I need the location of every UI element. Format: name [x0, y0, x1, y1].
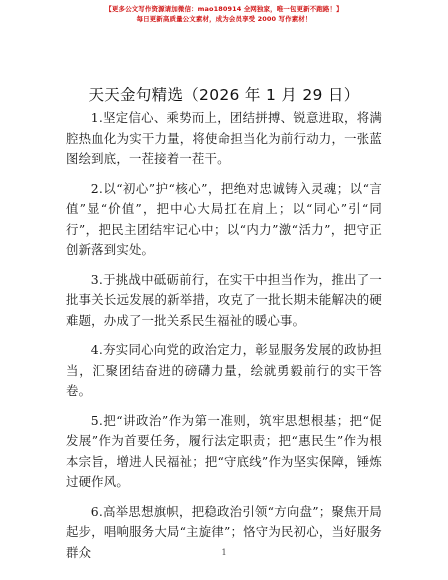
paragraph-4: 4.夯实同心向党的政治定力，彰显服务发展的政协担当，汇聚团结奋进的磅礴力量，绘就勇毅前行的实干答卷。	[66, 342, 382, 398]
promo-banner-line-1: 【更多公文写作资源请加微信：mao180914 全网独家，唯一包更新不跑路！】	[105, 5, 343, 13]
paragraph-3: 3.于挑战中砥砺前行，在实干中担当作为，推出了一批事关长远发展的新举措，攻克了一批长期未能解决的硬难题，办成了一批关系民生福祉的暖心事。	[66, 271, 382, 328]
paragraph-2: 2.以“初心”护“核心”，把绝对忠诚铸入灵魂；以“言值”显“价值”，把中心大局扛在肩上；以“同心”引“同行”，把民主团结牢记心中；以“内力”激“活力”，把守正创新落到实处。	[66, 180, 382, 257]
document-title: 天天金句精选（2026 年 1 月 29 日）	[88, 86, 360, 104]
paragraph-1: 1.坚定信心、乘势而上，团结拼搏、锐意进取，将满腔热血化为实干力量，将使命担当化为前行动力，一张蓝图绘到底，一茬接着一茬干。	[66, 110, 382, 166]
paragraph-5: 5.把“讲政治”作为第一准则，筑牢思想根基；把“促发展”作为首要任务，履行法定职责；把“惠民生”作为根本宗旨，增进人民福祉；把“守底线”作为坚实保障，锤炼过硬作风。	[66, 412, 382, 489]
promo-banner-line-2: 每日更新高质量公文素材，成为会员享受 2000 写作素材！	[136, 15, 312, 23]
promo-banner	[0, 4, 448, 24]
paragraph-6: 6.高举思想旗帜，把稳政治引领“方向盘”；聚焦开局起步，唱响服务大局“主旋律”；恪守为民初心，当好服务群众	[66, 503, 382, 560]
document-body	[66, 108, 382, 572]
page-number: 1	[221, 548, 227, 557]
